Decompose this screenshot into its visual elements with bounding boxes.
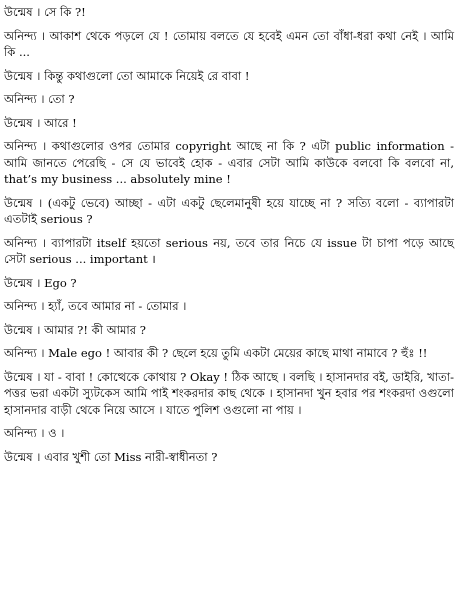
dialogue-text: হ্যাঁ, তবে আমার না - তোমার । [48,299,187,313]
speaker-name: উন্মেষ । [4,369,41,384]
dialogue-line [4,298,454,315]
dialogue-line [4,235,454,268]
dialogue-line [4,115,454,132]
dialogue-line [4,28,454,61]
dialogue-line [4,345,454,362]
dialogue-text: যা - বাবা ! কোত্থেকে কোথায় ? Okay ! ঠিক আছে । বলছি । হাসানদার বই, ডাইরি, খাতা-পত্তর ভরা একটা স্যুটকেস আমি পাই শংকরদার কাছ থেকে । হাসানদা খুন হবার পর শংকরদা ওগুলো হাসানদার বাড়ী থেকে নিয়ে আসে । যাতে পুলিশ ওগুলো না পায় । [4,369,455,417]
dialogue-line [4,138,454,188]
dialogue-text: তো ? [48,92,75,106]
dialogue-line [4,425,454,442]
speaker-name: অনিন্দ্য । [4,426,45,440]
speaker-name: অনিন্দ্য । [4,346,45,360]
dialogue-line [4,91,454,108]
dialogue-text: সে কি ?! [44,5,86,19]
speaker-name: উন্মেষ । [4,68,41,83]
dialogue-line [4,195,454,228]
dialogue-line [4,4,454,21]
dialogue-line [4,322,454,339]
dialogue-text: ব্যাপারটা itself হয়তো serious নয়, তবে তার নিচে যে issue টা চাপা পড়ে আছে সেটা serious ... important । [4,235,455,266]
speaker-name: অনিন্দ্য । [4,139,47,153]
speaker-name: উন্মেষ । [4,115,41,130]
dialogue-text: আকাশ থেকে পড়লে যে ! তোমায় বলতে যে হবেই এমন তো বাঁধা-ধরা কথা নেই । আমি কি ... [4,28,455,59]
dialogue-text: আরে ! [44,115,77,130]
dialogue-text: কিন্তু কথাগুলো তো আমাকে নিয়েই রে বাবা ! [44,68,250,83]
speaker-name: উন্মেষ । [4,322,41,337]
speaker-name: অনিন্দ্য । [4,28,46,43]
speaker-name: অনিন্দ্য । [4,235,47,250]
dialogue-text: Ego ? [44,275,77,290]
dialogue-line [4,68,454,85]
speaker-name: উন্মেষ । [4,449,41,464]
dialogue-text: এবার খুশী তো Miss নারী-স্বাধীনতা ? [44,449,218,464]
speaker-name: অনিন্দ্য । [4,299,45,313]
speaker-name: উন্মেষ । [4,5,41,19]
dialogue-line [4,449,454,466]
speaker-name: অনিন্দ্য । [4,92,45,106]
speaker-name: উন্মেষ । [4,275,41,290]
dialogue-line [4,369,454,419]
dialogue-text: ও । [48,426,65,440]
dialogue-text: Male ego ! আবার কী ? ছেলে হয়ে তুমি একটা মেয়ের কাছে মাথা নামাবে ? হুঁঃ !! [48,346,428,360]
dialogue-line [4,275,454,292]
dialogue-text: (একটু ভেবে) আচ্ছা - এটা একটু ছেলেমানুষী হয়ে যাচ্ছে না ? সত্যি বলো - ব্যাপারটা এতটাই serious ? [4,195,454,226]
speaker-name: উন্মেষ । [4,195,43,210]
dialogue-text: আমার ?! কী আমার ? [44,322,146,337]
dialogue-text: কথাগুলোর ওপর তোমার copyright আছে না কি ? এটা public information - আমি জানতে পেরেছি - সে যে ভাবেই হোক - এবার সেটা আমি কাউকে বলবো কি বলবো না, that’s my business ... absolutely mine ! [4,139,455,186]
